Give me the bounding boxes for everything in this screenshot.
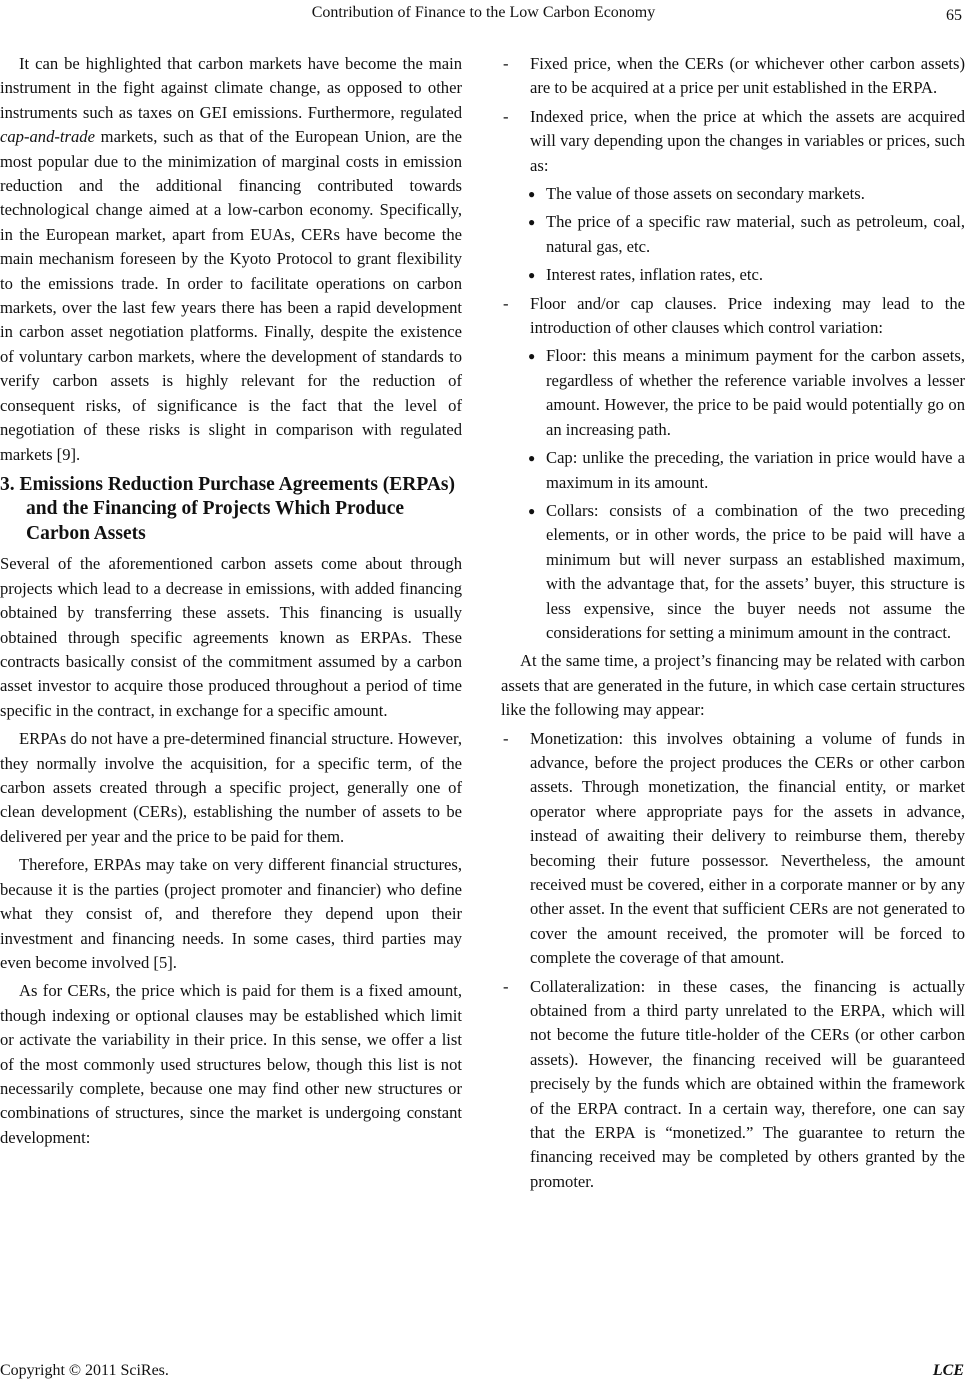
bullet-icon: ● <box>528 215 536 230</box>
paragraph-erpa-parties: Therefore, ERPAs may take on very different financial structures, because it is the parties (project promoter and financier) who define what they consist of, and therefore they depend upon their investment and financing needs. In some cases, third parties may even become involved [5]. <box>0 855 462 972</box>
journal-abbreviation: LCE <box>932 1362 964 1379</box>
paragraph-cer-price: As for CERs, the price which is paid for them is a fixed amount, though indexing or optional clauses may be established which limit or activate the variability in their price. In this sense, we offer a list of the most commonly used structures below, though this list is not necessarily complete, because one may find other new structures or combinations of structures, since the market is undergoing constant development: <box>0 981 462 1147</box>
bullet-item-secondary-markets: ● The value of those assets on secondary markets. <box>501 182 965 206</box>
bullet-item-floor: ● Floor: this means a minimum payment for the carbon assets, regardless of whether the reference variable involves a lesser amount. However, the price to be paid would potentially go on an increasing path. <box>528 346 965 439</box>
running-header <box>0 4 967 26</box>
bullet-item-cap: ● Cap: unlike the preceding, the variation in price would have a maximum in its amount. <box>528 448 965 492</box>
paragraph-erpa-structure: ERPAs do not have a pre-determined financial structure. However, they normally involve the acquisition, for a specific term, of the carbon assets created through a specific project, generally one of clean development (CERs), establishing the number of assets to be delivered per year and the price to be paid for them. <box>0 729 462 846</box>
bullet-icon: ● <box>528 268 536 283</box>
list-item-indexed-price: - Indexed price, when the price at which the assets are acquired will vary depending upon the changes in variables or prices, such as: <box>503 106 965 175</box>
list-item-collateralization: - Collateralization: in these cases, the financing is actually obtained from a third party unrelated to the ERPA, which will not become the future title-holder of the CERs (or other carbon assets). However, the financing received will be guaranteed precisely by the funds which are obtained within the framework of the ERPA contract. In a certain way, therefore, one can say that the ERPA is “monetized.” The guarantee to return the financing received may be completed by others granted by the promoter. <box>503 976 965 1191</box>
dash-marker: - <box>503 54 509 73</box>
section-heading-erpas: 3. Emissions Reduction Purchase Agreements (ERPAs) and the Financing of Projects Which Produce Carbon Assets <box>0 473 455 544</box>
running-title: Contribution of Finance to the Low Carbon Economy <box>311 4 656 21</box>
emphasis-cap-and-trade: cap-and-trade <box>0 127 95 147</box>
left-column <box>0 52 462 1150</box>
bullet-icon: ● <box>528 187 536 202</box>
bullet-item-raw-material: ● The price of a specific raw material, such as petroleum, coal, natural gas, etc. <box>528 212 965 256</box>
list-item-fixed-price: - Fixed price, when the CERs (or whichever other carbon assets) are to be acquired at a price per unit established in the ERPA. <box>503 54 965 98</box>
list-item-monetization: - Monetization: this involves obtaining a volume of funds in advance, before the project produces the CERs or other carbon assets. Through monetization, the financial entity, or market operator where appropriate pays for the assets in advance, instead of awaiting their delivery to reimburse them, thereby becoming their future possessor. Nevertheless, the amount received must be covered, either in a corporate manner or by any other asset. In the event that sufficient CERs are not generated to cover the amount received, the promoter will be forced to complete the coverage of that amount. <box>503 728 965 968</box>
bullet-item-collars: ● Collars: consists of a combination of the two preceding elements, or in other words, the price to be paid will have a minimum but will never surpass an established maximum, with the advantage that, for the assets’ buyer, this structure is less expensive, since the buyer needs not assume the considerations for setting a minimum amount in the contract. <box>528 500 965 642</box>
list-item-floor-cap: - Floor and/or cap clauses. Price indexing may lead to the introduction of other clauses which control variation: <box>503 293 965 338</box>
dash-marker: - <box>503 293 509 313</box>
page-number: 65 <box>946 7 962 24</box>
copyright-notice: Copyright © 2011 SciRes. <box>0 1362 169 1379</box>
paragraph-erpa-intro: Several of the aforementioned carbon assets come about through projects which lead to a decrease in emissions, with added financing obtained by transferring these assets. This financing is usually obtained through specific agreements known as ERPAs. These contracts basically consist of the commitment assumed by a carbon asset investor to acquire those produced throughout a period of time specific in the contract, in exchange for a specific amount. <box>0 554 462 720</box>
paragraph-carbon-markets: It can be highlighted that carbon markets have become the main instrument in the fight against climate change, as opposed to other instruments such as taxes on GEI emissions. Furthermore, regulated cap-and-trade markets, such as that of the European Union, are the most popular due to the minimization of marginal costs in emission reduction and the additional financing contributed towards technological change aimed at a low-carbon economy. Specifically, in the European market, apart from EUAs, CERs have become the main mechanism foreseen by the Kyoto Protocol to grant flexibility to the emissions trade. In order to facilitate operations on carbon markets, over the last few years there has been a rapid development in carbon asset negotiation platforms. Finally, despite the existence of voluntary carbon markets, where the development of standards to verify carbon assets is highly relevant for the reduction of consequent risks, of significance is the fact that the level of negotiation of these risks is slight in comparison with regulated markets [9]. <box>0 54 462 464</box>
bullet-icon: ● <box>528 503 536 518</box>
paragraph-future-assets: At the same time, a project’s financing may be related with carbon assets that are generated in the future, in which case certain structures like the following may appear: <box>501 651 965 720</box>
bullet-icon: ● <box>528 451 536 466</box>
bullet-icon: ● <box>528 349 536 364</box>
dash-marker: - <box>503 976 509 996</box>
dash-marker: - <box>503 106 509 126</box>
right-column <box>501 52 965 1194</box>
dash-marker: - <box>503 728 509 748</box>
bullet-item-interest-rates: ● Interest rates, inflation rates, etc. <box>501 263 965 287</box>
